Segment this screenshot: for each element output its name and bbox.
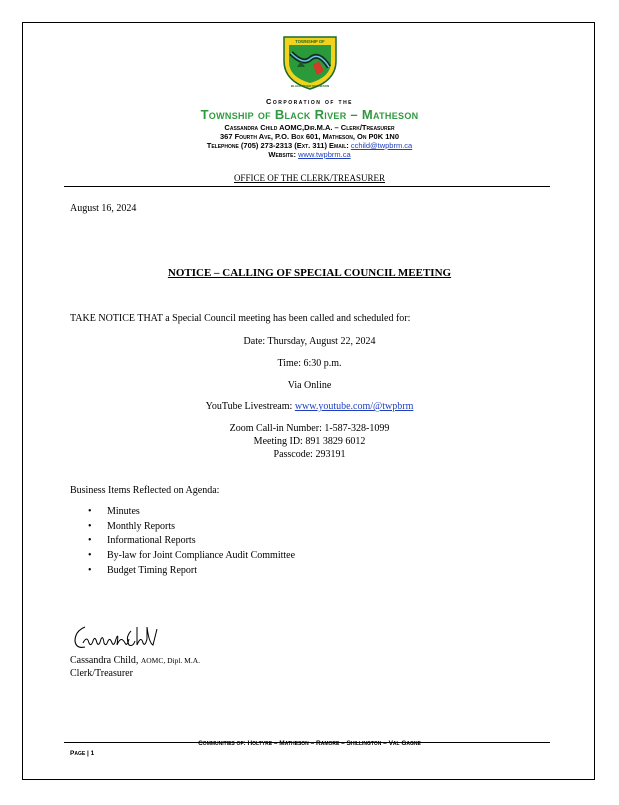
website-line <box>23 150 596 159</box>
office-heading: OFFICE OF THE CLERK/TREASURER <box>233 173 386 183</box>
address-line: 367 Fourth Ave, P.O. Box 601, Matheson, On P0K 1N0 <box>220 132 399 141</box>
agenda-item: • Monthly Reports <box>70 521 470 536</box>
youtube-line <box>23 401 596 412</box>
handwritten-signature <box>71 621 166 655</box>
agenda-item: • By-law for Joint Compliance Audit Committee <box>70 550 470 565</box>
email-link[interactable]: cchild@twpbrm.ca <box>350 141 413 150</box>
website-label: Website: <box>268 150 297 159</box>
letter-date: August 16, 2024 <box>70 203 137 214</box>
signatory-name: Cassandra Child, <box>70 655 139 666</box>
footer-communities: Communities of: Holtyre – Matheson – Ramore – Shillington – Val Gagne <box>198 740 421 747</box>
youtube-link[interactable]: www.youtube.com/@twpbrm <box>294 401 414 412</box>
signatory-name-line <box>70 655 200 666</box>
telephone-email-line <box>23 141 596 150</box>
township-name: Township of Black River – Matheson <box>200 107 419 122</box>
notice-title: NOTICE – CALLING OF SPECIAL COUNCIL MEETING <box>167 267 452 279</box>
clerk-line: Cassandra Child AOMC,Dir.M.A. – Clerk/Treasurer <box>224 123 395 132</box>
meeting-date: Date: Thursday, August 22, 2024 <box>243 336 376 347</box>
website-link[interactable]: www.twpbrm.ca <box>298 150 351 159</box>
agenda-item: • Budget Timing Report <box>70 565 470 580</box>
telephone-label: Telephone (705) 273-2313 (Ext. 311) Email: <box>206 141 349 150</box>
passcode: Passcode: 293191 <box>273 449 346 460</box>
crest-text-top: TOWNSHIP OF <box>295 39 325 44</box>
meeting-id: Meeting ID: 891 3829 6012 <box>253 436 366 447</box>
youtube-label: YouTube Livestream: <box>205 401 293 412</box>
document-page <box>22 22 595 780</box>
township-crest-logo <box>279 31 341 91</box>
header-divider <box>64 186 550 187</box>
page-number: Page | 1 <box>70 750 95 757</box>
meeting-time: Time: 6:30 p.m. <box>277 358 342 369</box>
corporation-line: Corporation of the <box>265 97 354 106</box>
agenda-item: • Minutes <box>70 506 470 521</box>
agenda-heading: Business Items Reflected on Agenda: <box>70 485 220 496</box>
notice-intro: TAKE NOTICE THAT a Special Council meeting has been called and scheduled for: <box>70 313 411 324</box>
signatory-credentials: AOMC, Dipl. M.A. <box>140 656 201 665</box>
meeting-via: Via Online <box>287 380 332 391</box>
crest-text-bottom: BLACK RIVER MATHESON <box>290 84 330 88</box>
agenda-item: • Informational Reports <box>70 535 470 550</box>
agenda-list <box>70 506 470 579</box>
signatory-title: Clerk/Treasurer <box>70 668 133 679</box>
zoom-call-in: Zoom Call-in Number: 1-587-328-1099 <box>229 423 390 434</box>
